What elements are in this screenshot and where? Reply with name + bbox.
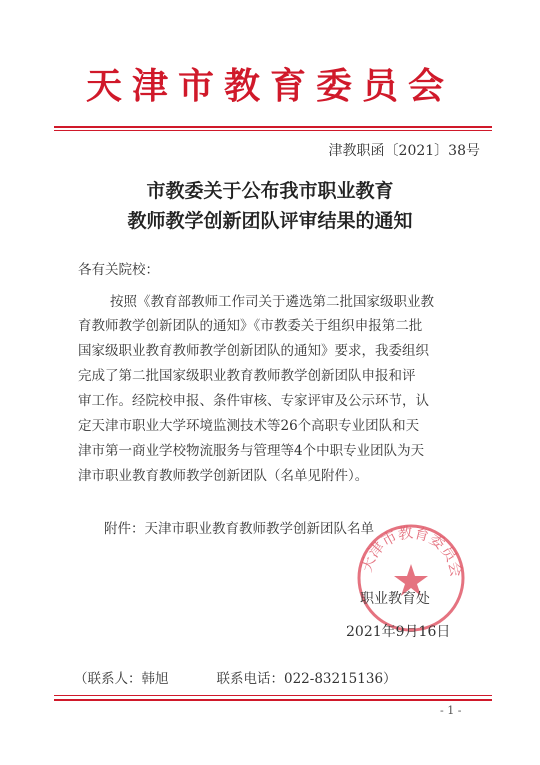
attachment-note: 附件：天津市职业教育教师教学创新团队名单 [104, 521, 374, 537]
footer-red-rule-bottom [54, 699, 492, 701]
paragraph-line: 国家级职业教育教师教学创新团队的通知》要求，我委组织 [78, 343, 429, 359]
signing-department: 职业教育处 [360, 591, 430, 607]
document-title-line-1: 市教委关于公布我市职业教育 [146, 180, 394, 202]
document-title-line-2: 教师教学创新团队评审结果的通知 [127, 210, 413, 232]
paragraph-line: 津市第一商业学校物流服务与管理等4个中职专业团队为天 [78, 443, 425, 459]
paragraph-line: 审工作。经院校申报、条件审核、专家评审及公示环节，认 [78, 393, 429, 409]
paragraph-line: 津市职业教育教师教学创新团队（名单见附件）。 [78, 468, 369, 484]
footer-red-rule-top [54, 695, 492, 696]
contact-info [74, 667, 397, 687]
header-red-rule-bottom [54, 130, 492, 131]
official-seal-icon [355, 522, 467, 634]
page-number: - 1 - [440, 704, 462, 717]
document-number: 津教职函〔2021〕38号 [328, 143, 480, 159]
contact-person: （联系人：韩旭 [74, 671, 169, 687]
contact-phone: 联系电话：022-83215136） [216, 671, 397, 687]
org-title: 天津市教育委员会 [85, 65, 454, 107]
paragraph-line: 育教师教学创新团队的通知》《市教委关于组织申报第二批 [78, 318, 423, 334]
paragraph-line: 按照《教育部教师工作司关于遴选第二批国家级职业教 [110, 294, 434, 310]
header-red-rule-top [54, 126, 492, 128]
salutation: 各有关院校： [78, 262, 159, 278]
signing-date: 2021年9月16日 [346, 624, 451, 640]
paragraph-line: 完成了第二批国家级职业教育教师教学创新团队申报和评 [78, 368, 416, 384]
paragraph-line: 定天津市职业大学环境监测技术等26个高职专业团队和天 [78, 418, 420, 434]
seal-text: 天津市教育委员会 [357, 523, 466, 579]
